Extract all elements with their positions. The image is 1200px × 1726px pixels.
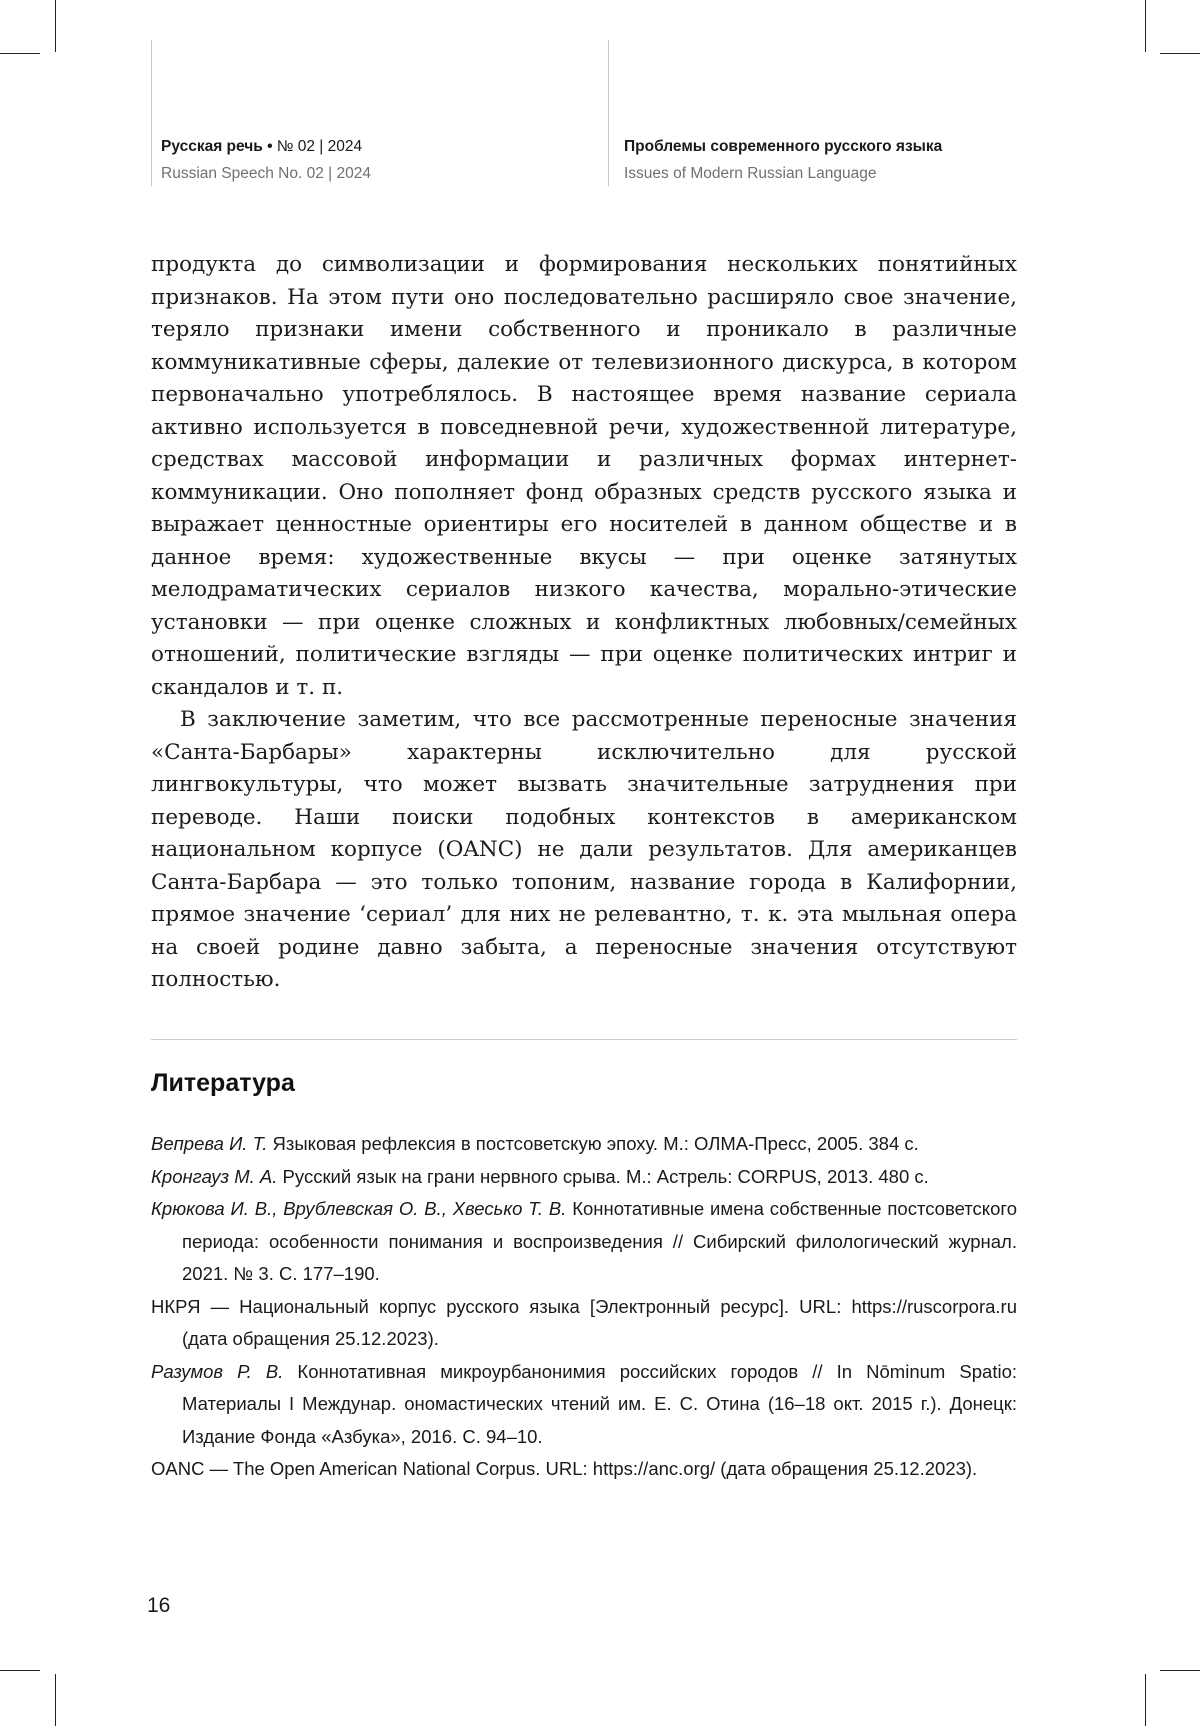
header-journal — [161, 134, 371, 188]
article-body — [151, 249, 1017, 997]
reference-text: OANC — The Open American National Corpus. URL: https://anc.org/ (дата обращения 25.12.2023). — [151, 1458, 978, 1479]
crop-mark — [55, 1674, 56, 1726]
reference-text: Языковая рефлексия в постсоветскую эпоху. М.: ОЛМА-Пресс, 2005. 384 с. — [267, 1133, 919, 1154]
journal-title-english: Russian Speech No. 02 | 2024 — [161, 165, 371, 182]
header-section — [624, 134, 942, 188]
reference-text: Русский язык на грани нервного срыва. М.: Астрель: CORPUS, 2013. 480 с. — [277, 1165, 929, 1187]
crop-mark — [1160, 53, 1200, 54]
references-heading: Литература — [151, 1069, 295, 1097]
header-divider-left — [151, 40, 152, 186]
crop-mark — [55, 0, 56, 52]
reference-item — [151, 1453, 1017, 1486]
reference-item — [151, 1356, 1017, 1454]
journal-title: Русская речь — [161, 138, 263, 155]
page-number: 16 — [147, 1594, 171, 1617]
crop-mark — [0, 1670, 40, 1671]
reference-item — [151, 1193, 1017, 1291]
paragraph: продукта до символизации и формирования нескольких понятийных признаков. На этом пути оно последовательно расширяло свое значение, теряло признаки имени собственного и проникало в различные коммуникативные сферы, далекие от телевизионного дискурса, в котором первоначально употреблялось. В настоящее время название сериала активно используется в повседневной речи, художественной литературе, средствах массовой информации и различных формах интернет-коммуникации. Оно пополняет фонд образных средств русского языка и выражает ценностные ориентиры его носителей в данном обществе и в данное время: художественные вкусы — при оценке затянутых мелодраматических сериалов низкого качества, морально-этические установки — при оценке сложных и конфликтных любовных/семейных отношений, политические взгляды — при оценке политических интриг и скандалов и т. п. — [151, 252, 1017, 700]
reference-authors: Разумов Р. В. — [151, 1360, 284, 1382]
crop-mark — [0, 53, 40, 54]
crop-mark — [1160, 1670, 1200, 1671]
issue-number: № 02 | 2024 — [276, 138, 363, 155]
reference-item — [151, 1161, 1017, 1194]
crop-mark — [1145, 1674, 1146, 1726]
reference-authors: Кронгауз М. А. — [151, 1165, 278, 1187]
header-divider-right — [608, 40, 609, 186]
reference-text: НКРЯ — Национальный корпус русского языка [Электронный ресурс]. URL: https://ruscorpora.ru (дата обращения 25.12.2023). — [151, 1295, 1017, 1349]
crop-mark — [1145, 0, 1146, 52]
section-title: Проблемы современного русского языка — [624, 138, 943, 155]
reference-text: Коннотативные имена собственные постсоветского периода: особенности понимания и воспроизведения // Сибирский филологический журнал. 2021. № 3. С. 177–190. — [182, 1198, 1017, 1284]
reference-authors: Крюкова И. В., Врублевская О. В., Хвесько Т. В. — [151, 1198, 567, 1219]
reference-item — [151, 1291, 1017, 1356]
reference-item — [151, 1128, 1017, 1161]
reference-authors: Вепрева И. Т. — [151, 1133, 268, 1154]
reference-text: Коннотативная микроурбанонимия российских городов // In Nōminum Spatio: Материалы I Междунар. ономастических чтений им. Е. С. Отина (16–18 окт. 2015 г.). Донецк: Издание Фонда «Азбука», 2016. С. 94–10. — [182, 1360, 1017, 1447]
section-divider — [151, 1039, 1017, 1040]
header-bullet: • — [262, 138, 277, 155]
references-list — [151, 1128, 1017, 1486]
section-title-english: Issues of Modern Russian Language — [624, 165, 877, 182]
paragraph: В заключение заметим, что все рассмотренные переносные значения «Санта-Барбары» характерны исключительно для русской лингвокультуры, что может вызвать значительные затруднения при переводе. Наши поиски подобных контекстов в американском национальном корпусе (OANC) не дали результатов. Для американцев Санта-Барбара — это только топоним, название города в Калифорнии, прямое значение ‘сериал’ для них не релевантно, т. к. эта мыльная опера на своей родине давно забыта, а переносные значения отсутствуют полностью. — [151, 707, 1017, 992]
